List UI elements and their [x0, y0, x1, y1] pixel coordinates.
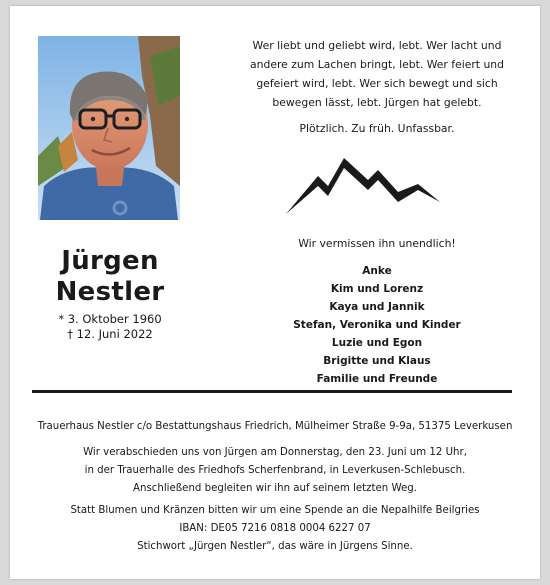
first-name: Jürgen: [61, 246, 159, 276]
deceased-name: [30, 246, 190, 308]
list-item: Familie und Freunde: [316, 373, 438, 385]
birth-date: * 3. Oktober 1960: [58, 312, 162, 326]
donation-info: [20, 502, 530, 556]
list-item: Anke: [362, 265, 392, 277]
funeral-home-address: Trauerhaus Nestler c/o Bestattungshaus Friedrich, Mülheimer Straße 9-9a, 51375 Leverkusen: [37, 421, 513, 432]
list-item: Luzie und Egon: [331, 337, 423, 349]
poem-line: bewegen lässt, lebt. Jürgen hat gelebt.: [272, 96, 482, 109]
list-item: Kim und Lorenz: [330, 283, 424, 295]
ceremony-line: Anschließend begleiten wir ihn auf seinem letzten Weg.: [133, 483, 417, 494]
iban: IBAN: DE05 7216 0818 0004 6227 07: [179, 523, 371, 534]
ceremony-line: Wir verabschieden uns von Jürgen am Donnerstag, den 23. Juni um 12 Uhr,: [83, 447, 467, 458]
mourners-list: [228, 262, 526, 388]
poem-line: Wer liebt und geliebt wird, lebt. Wer lacht und: [252, 39, 502, 52]
donation-keyword: Stichwort „Jürgen Nestler“, das wäre in Jürgens Sinne.: [137, 541, 413, 552]
obituary-page: [10, 6, 540, 579]
last-name: Nestler: [55, 277, 165, 307]
ceremony-line: in der Trauerhalle des Friedhofs Scherfenbrand, in Leverkusen-Schlebusch.: [84, 465, 466, 476]
shock-line: Plötzlich. Zu früh. Unfassbar.: [299, 122, 455, 135]
death-date: † 12. Juni 2022: [67, 327, 153, 341]
divider: [32, 390, 512, 393]
poem-line: gefeiert wird, lebt. Wer sich bewegt und sich: [256, 77, 498, 90]
list-item: Kaya und Jannik: [329, 301, 425, 313]
list-item: Stefan, Veronika und Kinder: [293, 319, 461, 331]
portrait-photo: [38, 36, 180, 220]
mountains-icon: [286, 156, 440, 222]
donation-line: Statt Blumen und Kränzen bitten wir um eine Spende an die Nepalhilfe Beilgries: [70, 505, 480, 516]
life-dates: [30, 312, 190, 342]
ceremony-info: [20, 444, 530, 498]
poem-line: andere zum Lachen bringt, lebt. Wer feiert und: [250, 58, 504, 71]
list-item: Brigitte und Klaus: [323, 355, 431, 367]
miss-line: Wir vermissen ihn unendlich!: [298, 237, 456, 250]
poem: [228, 36, 526, 112]
